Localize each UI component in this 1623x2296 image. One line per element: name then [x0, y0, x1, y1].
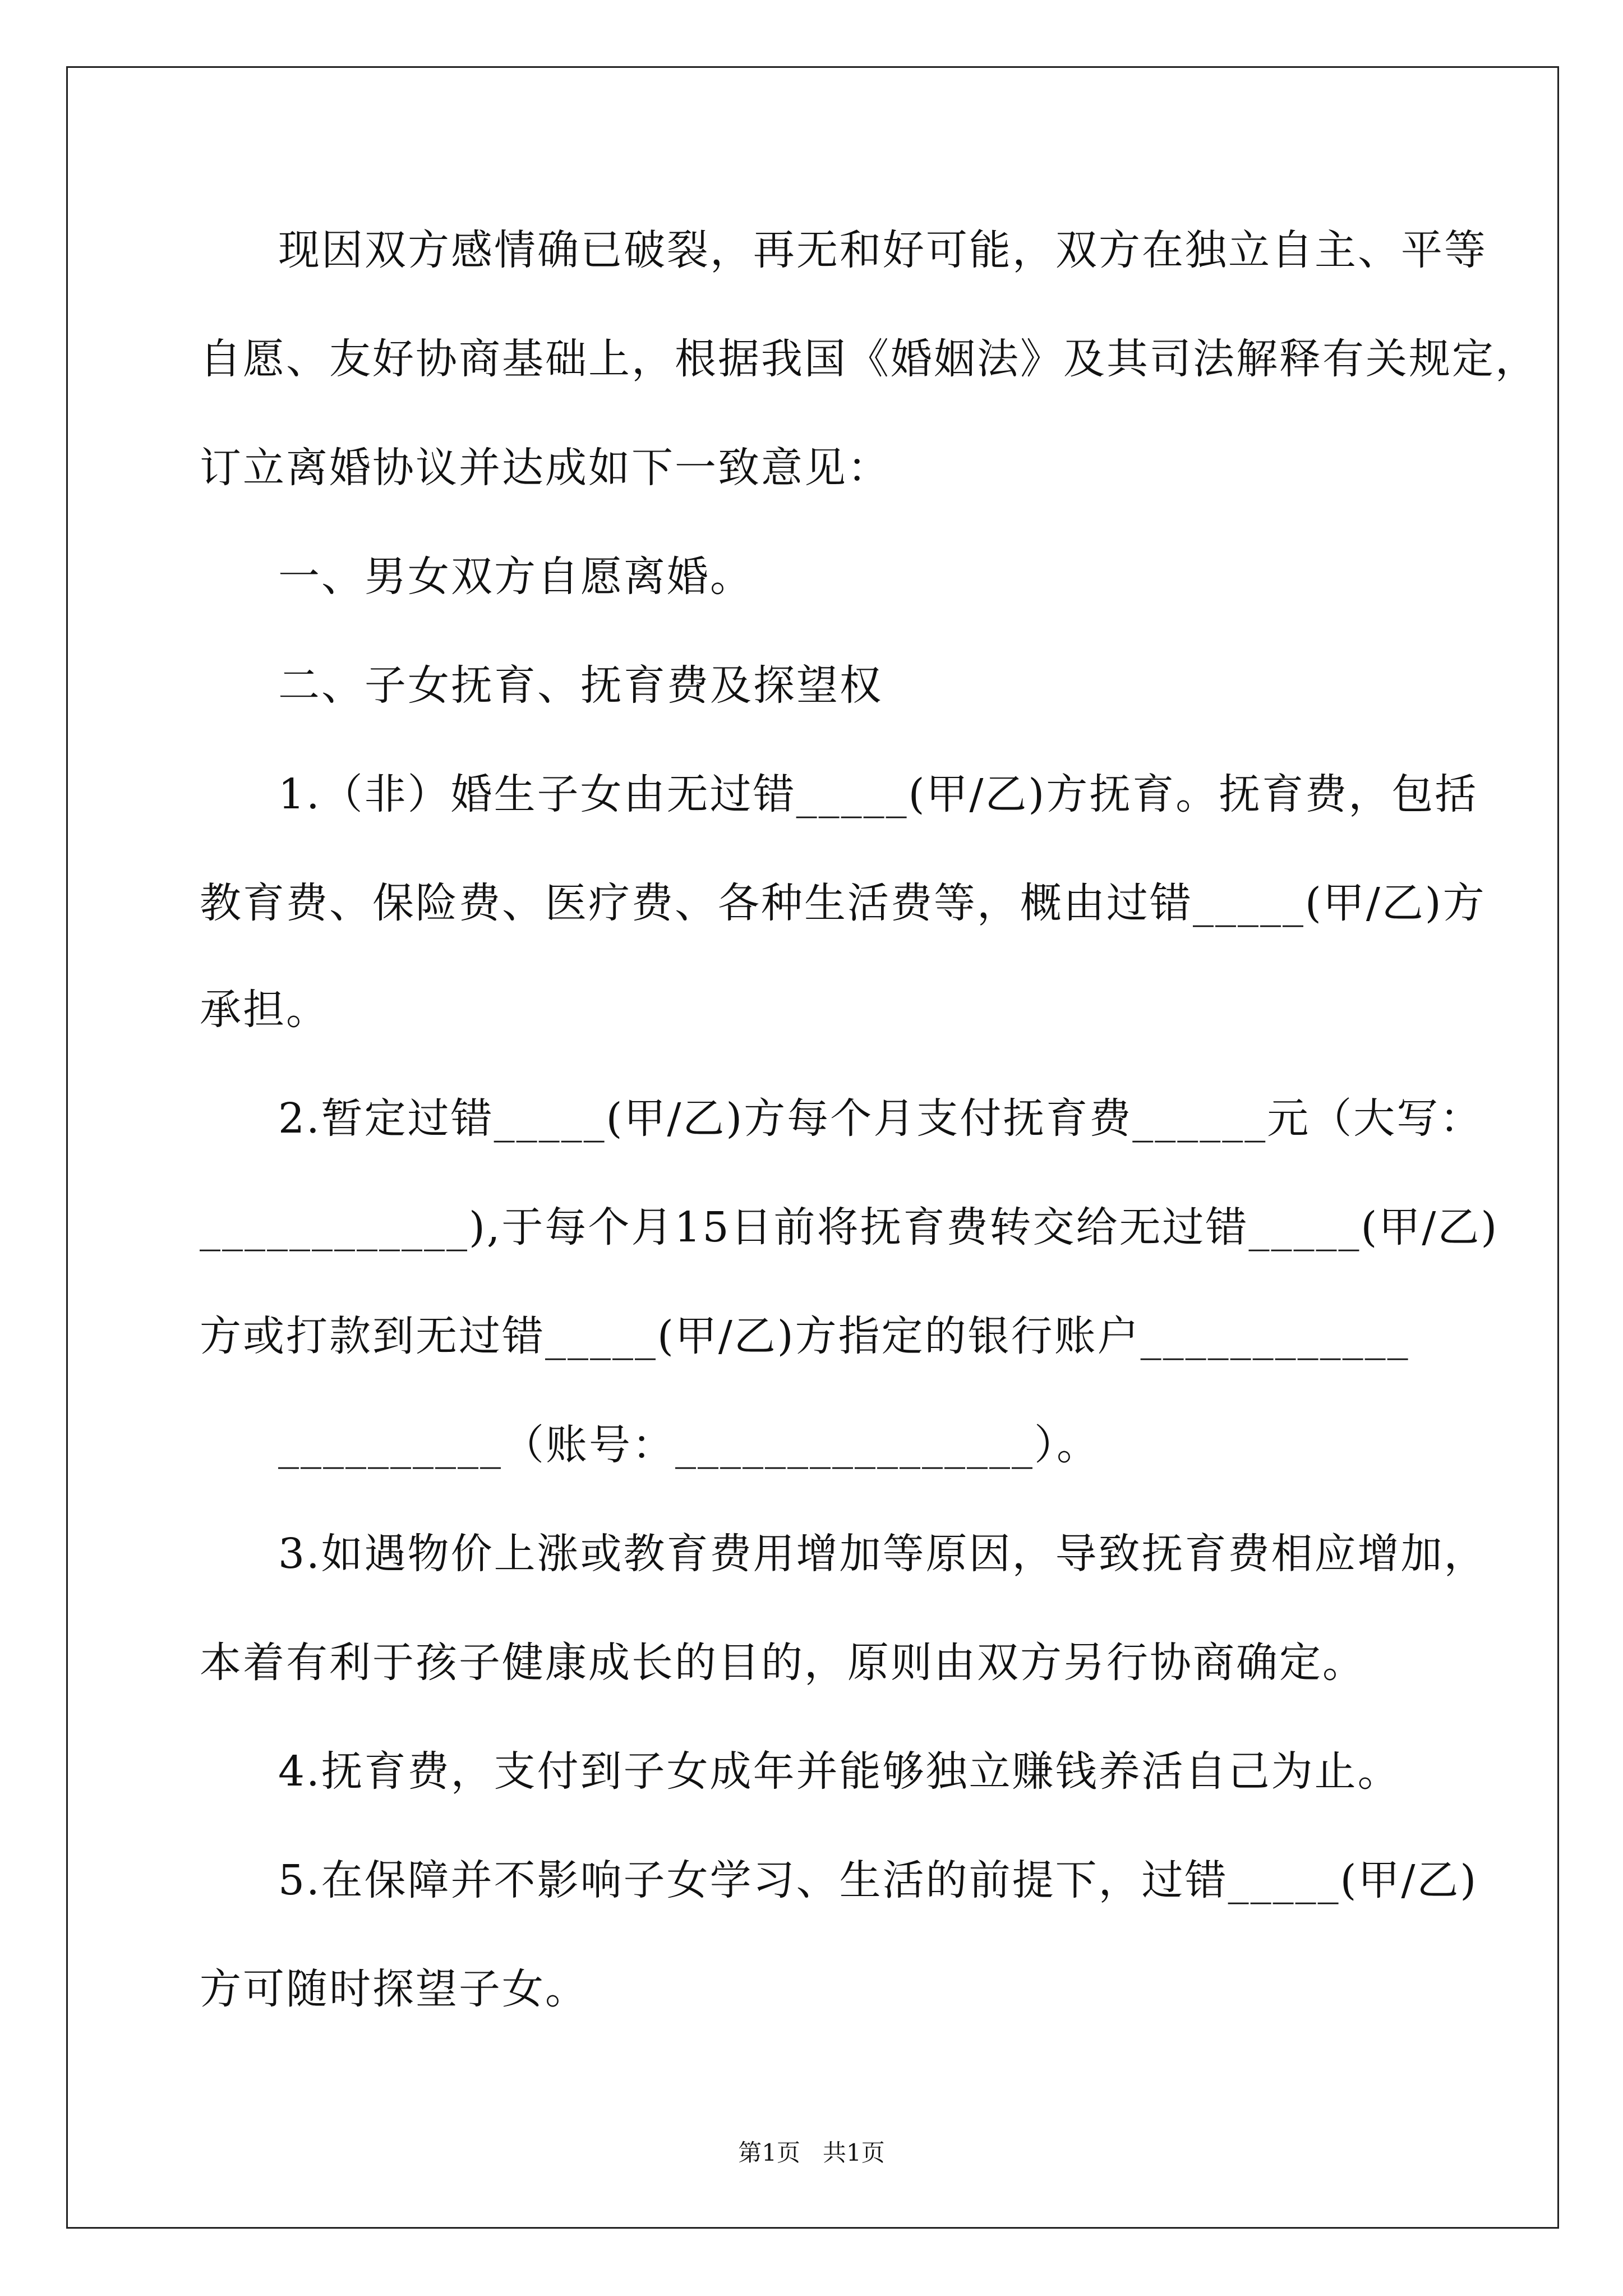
item-3-line-1: 3.如遇物价上涨或教育费用增加等原因，导致抚育费相应增加，	[278, 1530, 1487, 1578]
paragraph-intro-line-3: 订立离婚协议并达成如下一致意见：	[200, 444, 891, 492]
page-total: 共1页	[823, 2139, 885, 2166]
paragraph-intro-line-2: 自愿、友好协商基础上，根据我国《婚姻法》及其司法解释有关规定，	[200, 335, 1538, 383]
item-1-line-2: 教育费、保险费、医疗费、各种生活费等，概由过错_____(甲/乙)方	[200, 879, 1486, 927]
item-2-line-3: 方或打款到无过错_____(甲/乙)方指定的银行账户____________	[200, 1312, 1410, 1360]
item-5-line-2: 方可随时探望子女。	[200, 1965, 588, 2013]
clause-2-heading: 二、子女抚育、抚育费及探望权	[278, 661, 883, 710]
item-2-line-4: __________（账号：________________）。	[278, 1421, 1100, 1469]
item-5-line-1: 5.在保障并不影响子女学习、生活的前提下，过错_____(甲/乙)	[278, 1856, 1478, 1904]
page-number: 第1页	[738, 2139, 800, 2166]
item-1-line-1: 1.（非）婚生子女由无过错_____(甲/乙)方抚育。抚育费，包括	[278, 770, 1478, 818]
paragraph-intro-line-1: 现因双方感情确已破裂，再无和好可能，双方在独立自主、平等	[278, 226, 1487, 274]
item-2-line-2: ____________),于每个月15日前将抚育费转交给无过错_____(甲/乙)	[200, 1203, 1499, 1251]
clause-1-heading: 一、男女双方自愿离婚。	[278, 553, 753, 601]
item-3-line-2: 本着有利于孩子健康成长的目的，原则由双方另行协商确定。	[200, 1639, 1366, 1687]
item-4-line-1: 4.抚育费，支付到子女成年并能够独立赚钱养活自己为止。	[278, 1747, 1401, 1796]
page-footer	[0, 2137, 1623, 2169]
item-1-line-3: 承担。	[200, 986, 329, 1034]
item-2-line-1: 2.暂定过错_____(甲/乙)方每个月支付抚育费______元（大写：	[278, 1094, 1483, 1143]
